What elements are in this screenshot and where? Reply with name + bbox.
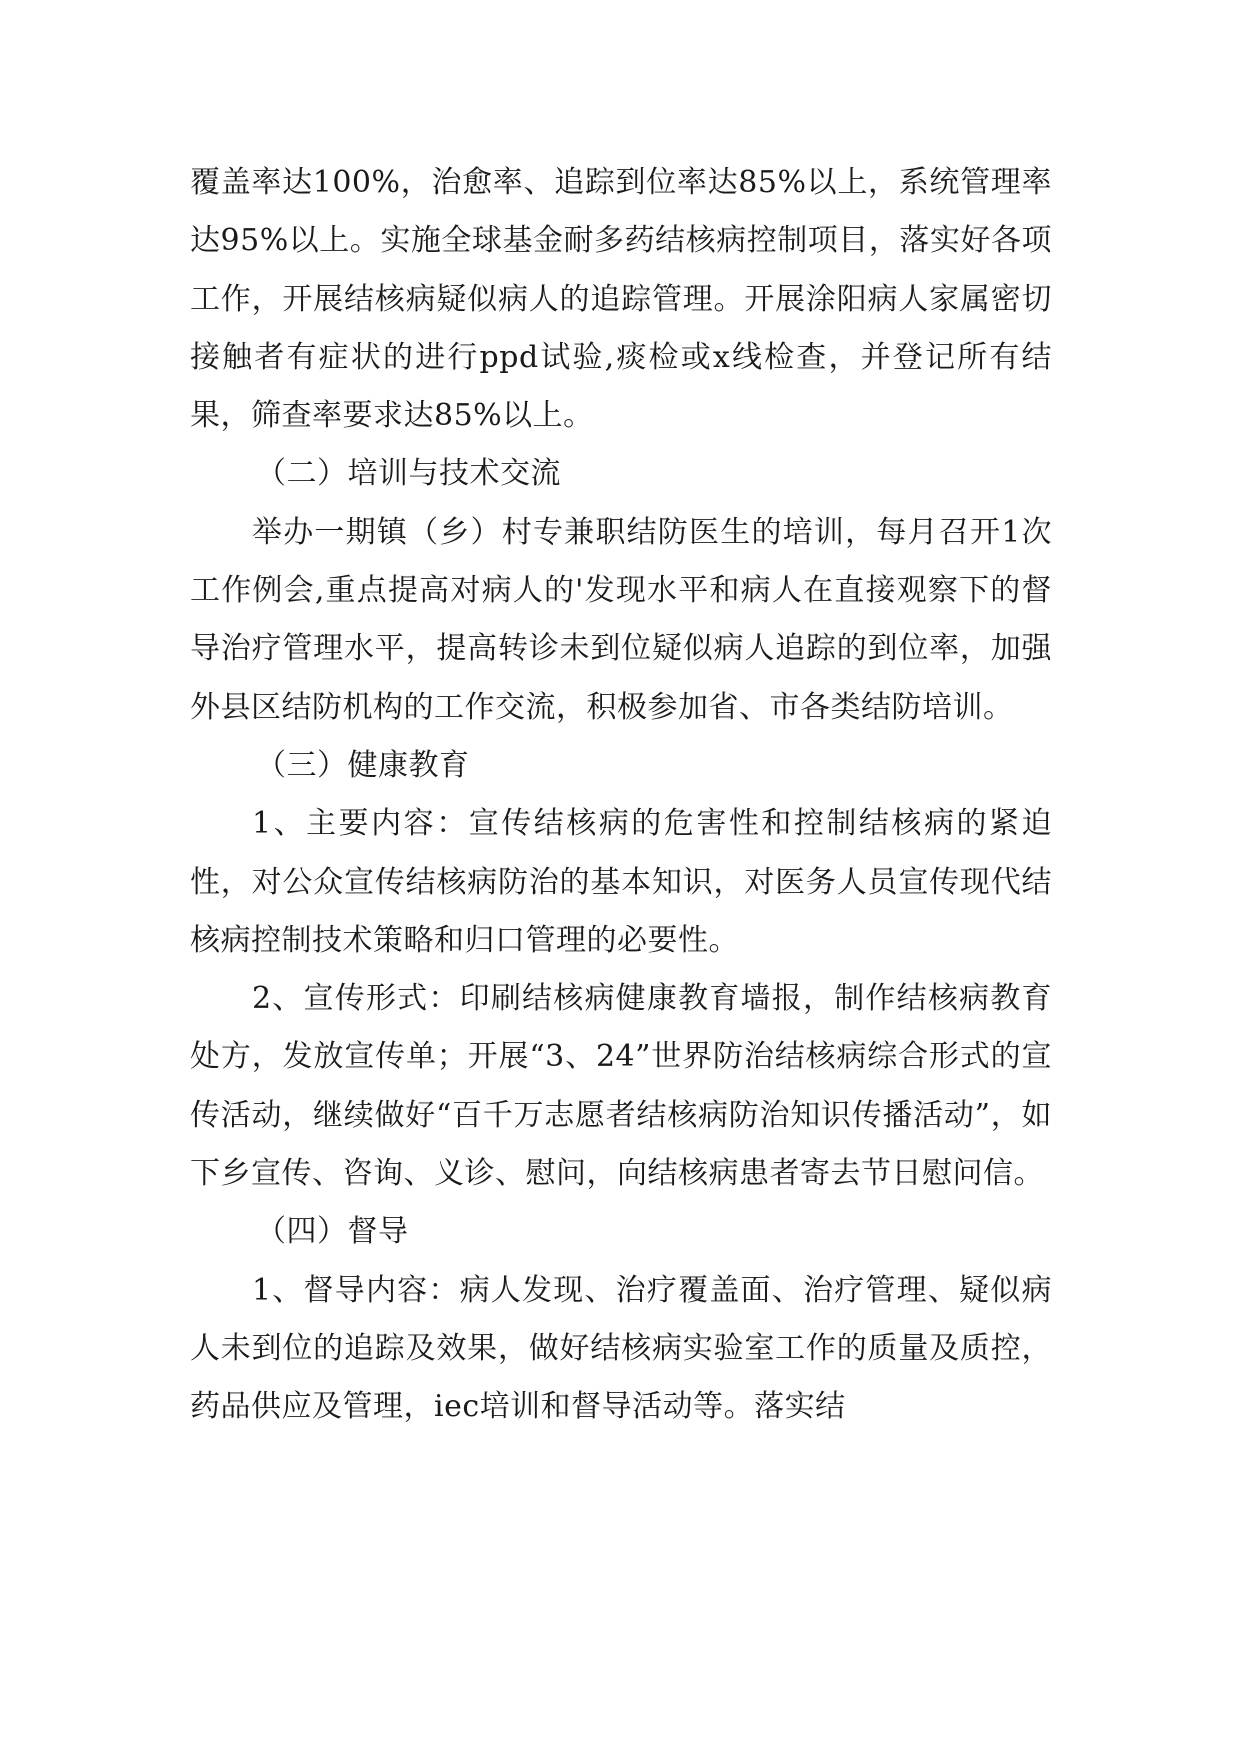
section-heading-supervision: （四）督导 [256, 1214, 409, 1250]
paragraph-supervision-content: 1、督导内容：病人发现、治疗覆盖面、治疗管理、疑似病人未到位的追踪及效果，做好结核病实验室工作的质量及质控，药品供应及管理，iec培训和督导活动等。落实结 [190, 1272, 1052, 1425]
paragraph-education-forms: 2、宣传形式：印刷结核病健康教育墙报，制作结核病教育处方，发放宣传单；开展“3、24”世界防治结核病综合形式的宣传活动，继续做好“百千万志愿者结核病防治知识传播活动”，如下乡宣传、咨询、义诊、慰问，向结核病患者寄去节日慰问信。 [190, 981, 1052, 1192]
section-heading-training: （二）培训与技术交流 [256, 456, 561, 492]
document-body [190, 154, 1052, 1437]
paragraph-coverage-rates: 覆盖率达100%，治愈率、追踪到位率达85%以上，系统管理率达95%以上。实施全球基金耐多药结核病控制项目，落实好各项工作，开展结核病疑似病人的追踪管理。开展涂阳病人家属密切接触者有症状的进行ppd试验,痰检或x线检查，并登记所有结果，筛查率要求达85%以上。 [190, 165, 1052, 434]
paragraph-education-content: 1、主要内容：宣传结核病的危害性和控制结核病的紧迫性，对公众宣传结核病防治的基本知识，对医务人员宣传现代结核病控制技术策略和归口管理的必要性。 [190, 806, 1052, 958]
paragraph-training: 举办一期镇（乡）村专兼职结防医生的培训，每月召开1次工作例会,重点提高对病人的'发现水平和病人在直接观察下的督导治疗管理水平，提高转诊未到位疑似病人追踪的到位率，加强外县区结防机构的工作交流，积极参加省、市各类结防培训。 [190, 514, 1052, 725]
section-heading-health-education: （三）健康教育 [256, 747, 470, 783]
